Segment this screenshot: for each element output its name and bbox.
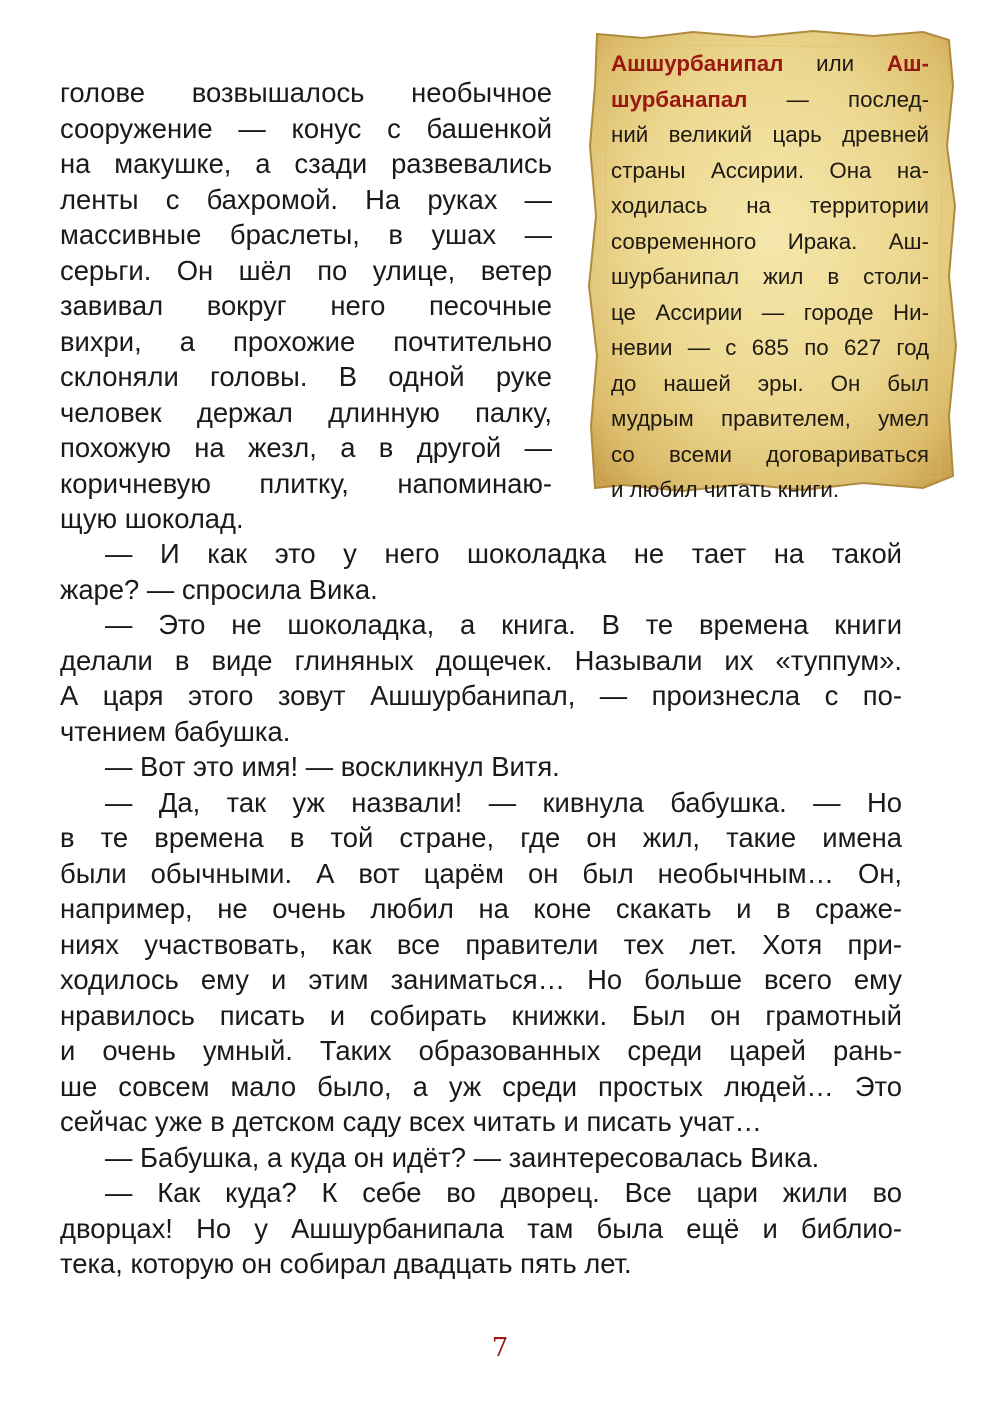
- text-line: голове возвышалось необычное: [60, 77, 552, 108]
- glossary-line: современного Ирака. Аш-: [611, 228, 929, 254]
- dialogue-line: — Вот это имя! — воскликнул Витя.: [105, 751, 560, 782]
- glossary-term: Ашшурбанипал: [611, 51, 784, 76]
- glossary-line: шурбанипал жил в столи-: [611, 264, 929, 289]
- glossary-text: [611, 48, 929, 510]
- text-line: сооружение — конус с башенкой: [60, 112, 552, 144]
- text-line: ходилось ему и этим заниматься… Но больше всего ему: [60, 964, 902, 995]
- text-line: ниях участвовать, как все правители тех лет. Хотя при-: [60, 928, 902, 960]
- text-line: дворцах! Но у Ашшурбанипала там была ещё и библио-: [60, 1212, 902, 1244]
- text-line: жаре? — спросила Вика.: [60, 573, 378, 605]
- glossary-or: или: [816, 51, 855, 76]
- text-line: например, не очень любил на коне скакать и в сраже-: [60, 893, 902, 924]
- text-line: на макушке, а сзади развевались: [60, 148, 552, 179]
- text-line: серьги. Он шёл по улице, ветер: [60, 254, 552, 286]
- text-line: щую шоколад.: [60, 503, 244, 534]
- dialogue-line: — Это не шоколадка, а книга. В те времена книги: [105, 609, 902, 640]
- text-line: человек держал длинную палку,: [60, 396, 552, 428]
- glossary-line: невии — с 685 по 627 год: [611, 335, 929, 360]
- text-line: в те времена в той стране, где он жил, такие имена: [60, 822, 902, 853]
- text-line: чтением бабушка.: [60, 715, 291, 747]
- text-line: склоняли головы. В одной руке: [60, 361, 552, 392]
- glossary-sidebar: [583, 26, 961, 502]
- full-width-text: [60, 536, 902, 1282]
- narrow-text-column: [60, 75, 552, 537]
- glossary-line: со всеми договариваться: [611, 441, 929, 467]
- glossary-term-alt-cont: шурбанапал: [611, 86, 748, 112]
- text-line: А царя этого зовут Ашшурбанипал, — произнесла с по-: [60, 680, 902, 711]
- glossary-line: ходилась на территории: [611, 193, 929, 218]
- glossary-line: — послед-: [747, 86, 929, 112]
- dialogue-line: — Как куда? К себе во дворец. Все цари жили во: [105, 1177, 902, 1208]
- text-line: и очень умный. Таких образованных среди царей рань-: [60, 1035, 902, 1066]
- page-number: 7: [491, 1333, 509, 1363]
- glossary-line: ний великий царь древней: [611, 122, 929, 147]
- text-line: похожую на жезл, а в другой —: [60, 432, 552, 463]
- text-line: были обычными. А вот царём он был необычным… Он,: [60, 857, 902, 889]
- text-line: тека, которую он собирал двадцать пять лет.: [60, 1248, 632, 1279]
- text-line: ленты с бахромой. На руках —: [60, 183, 552, 215]
- text-line: коричневую плитку, напоминаю-: [60, 467, 552, 499]
- dialogue-line: — Да, так уж назвали! — кивнула бабушка. — Но: [105, 786, 902, 818]
- dialogue-line: — И как это у него шоколадка не тает на такой: [105, 538, 902, 569]
- glossary-line: и любил читать книги.: [611, 477, 840, 502]
- text-line: нравилось писать и собирать книжки. Был он грамотный: [60, 999, 902, 1031]
- glossary-line: страны Ассирии. Она на-: [611, 157, 929, 183]
- text-line: завивал вокруг него песочные: [60, 290, 552, 321]
- glossary-line: це Ассирии — городе Ни-: [611, 299, 929, 325]
- dialogue-line: — Бабушка, а куда он идёт? — заинтересовалась Вика.: [105, 1141, 820, 1173]
- glossary-line: мудрым правителем, умел: [611, 406, 929, 431]
- glossary-term-alt: Аш-: [886, 51, 929, 76]
- text-line: ше совсем мало было, а уж среди простых людей… Это: [60, 1070, 902, 1102]
- glossary-line: до нашей эры. Он был: [611, 370, 929, 396]
- text-line: сейчас уже в детском саду всех читать и писать учат…: [60, 1106, 762, 1137]
- text-line: делали в виде глиняных дощечек. Называли их «туппум».: [60, 644, 902, 676]
- text-line: вихри, а прохожие почтительно: [60, 325, 552, 357]
- text-line: массивные браслеты, в ушах —: [60, 219, 552, 250]
